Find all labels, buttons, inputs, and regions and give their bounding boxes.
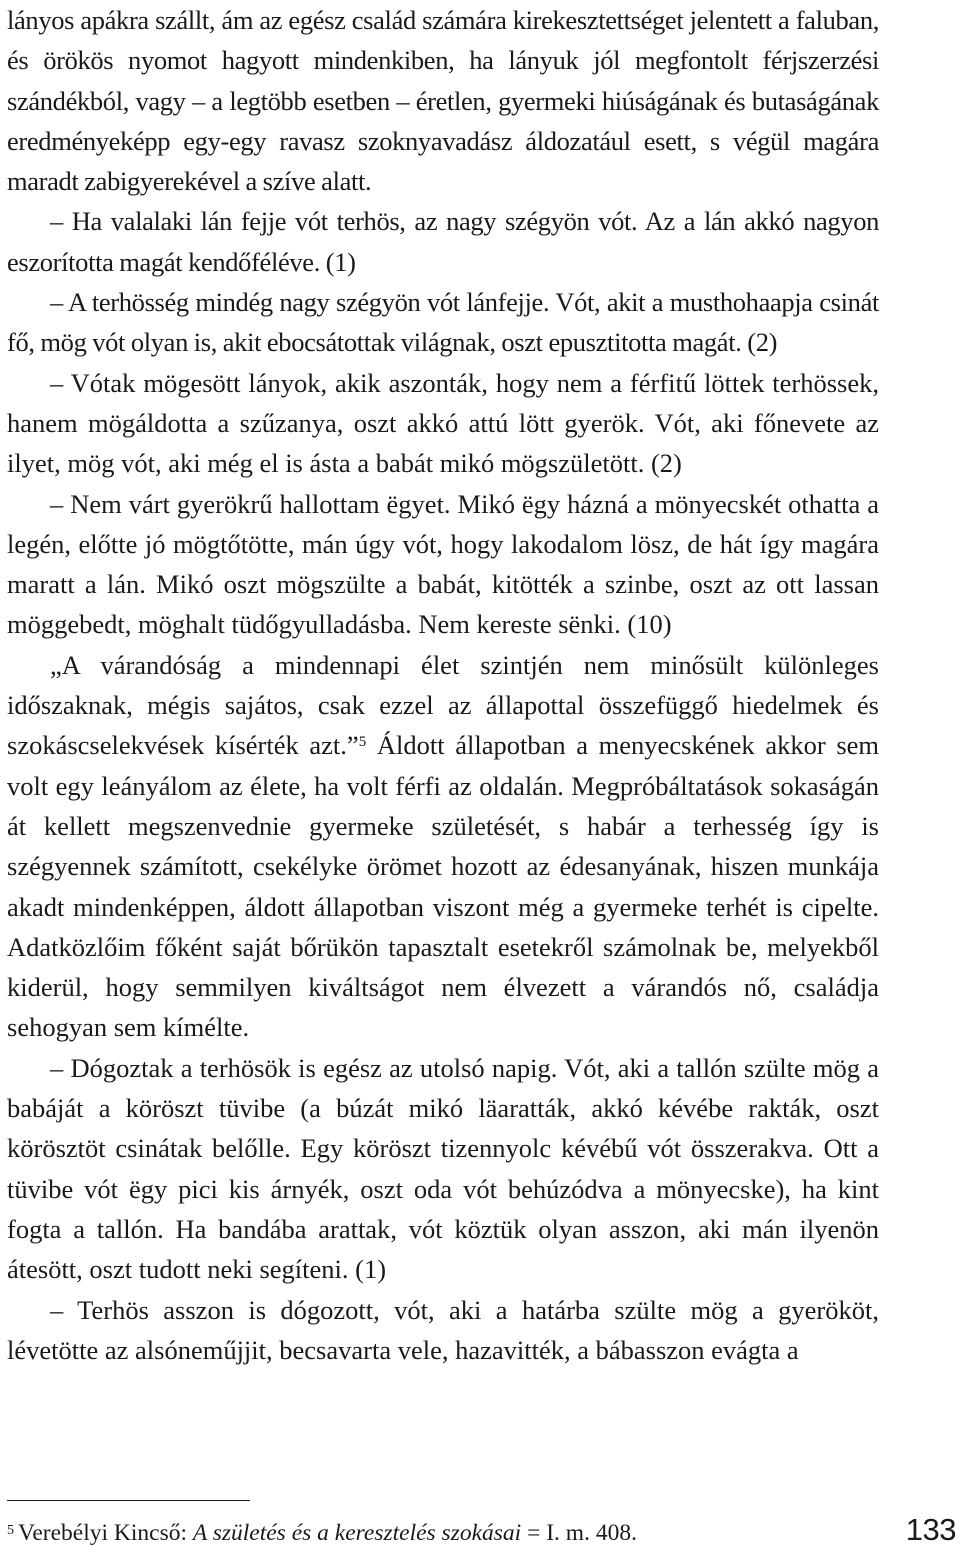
footnote-reference[interactable]: 5 — [358, 734, 367, 751]
paragraph: – Vótak mögesött lányok, akik aszonták, hogy nem a férfitű löttek terhössek, hanem mögáldotta a szűzanya, oszt akkó attú lött gyerök. Vót, aki főnevete az ilyet, mög vót, aki még el is ásta a babát mikó mögszületött. (2) — [7, 367, 879, 479]
paragraph: – Terhös asszon is dógozott, vót, aki a határba szülte mög a gyerököt, lévetötte az alsóneműjjit, becsavarta vele, hazavitték, a bábasszon evágta a — [7, 1294, 879, 1365]
quoted-text: „A várandóság a mindennapi élet szintjén nem minősült különleges időszaknak, mégis sajátos, csak ezzel az állapottal összefüggő hiedelmek és szokáscselekvések kísérték azt.” — [7, 649, 879, 761]
footnote-work-title: A születés és a keresztelés szokásai — [192, 1520, 522, 1546]
footnote-number: 5 — [7, 1523, 14, 1538]
paragraph: lányos apákra szállt, ám az egész család számára kirekesztettséget jelentett a faluban, és örökös nyomot hagyott mindenkiben, ha lányuk jól megfontolt férjszerzési szándékból, vagy – a legtöbb esetben – éretlen, gyermeki hiúságának és butaságának eredményeképp egy-egy ravasz szoknyavadász áldozatául esett, s végül magára maradt zabigyerekével a szíve alatt. — [7, 5, 879, 197]
page-number: 133 — [905, 1512, 956, 1547]
paragraph: – Ha valalaki lán fejje vót terhös, az nagy szégyön vót. Az a lán akkó nagyon eszorította magát kendőféléve. (1) — [7, 206, 879, 277]
footnote-divider — [7, 1500, 250, 1501]
footnote-author: Verebélyi Kincső: — [18, 1520, 193, 1546]
paragraph-with-footnote — [7, 645, 879, 1048]
paragraph: – Dógoztak a terhösök is egész az utolsó napig. Vót, aki a tallón szülte mög a babáját a köröszt tüvibe (a búzát mikó läaratták, akkó kévébe rakták, oszt körösztöt csinátak belőlle. Egy köröszt tizennyolc kévébű vót összerakva. Ott a tüvibe vót ëgy pici kis árnyék, oszt oda vót behúzódva a mönyecske), ha kint fogta a tallón. Ha bandába arattak, vót köztük olyan asszon, aki mán ilyenön átesött, oszt tudott neki segíteni. (1) — [7, 1052, 879, 1285]
paragraph: – Nem várt gyerökrű hallottam ëgyet. Mikó ëgy házná a mönyecskét othatta a legén, előtte jó mögtőtötte, mán úgy vót, hogy lakodalom lösz, de hát így magára maratt a lán. Mikó oszt mögszülte a babát, kitötték a szinbe, oszt az ott lassan möggebedt, möghalt tüdőgyulladásba. Nem kereste sënki. (10) — [7, 488, 879, 640]
paragraph-text: Áldott állapotban a menyecskének akkor sem volt egy leányálom az élete, ha volt férfi az oldalán. Megpróbáltatások sokaságán át kellett megszenvednie gyermeke születését, s habár a terhesség így is szégyennek számított, csekélyke örömet hozott az édesanyának, hiszen munkája akadt mindenképpen, áldott állapotban viszont még a gyermeke terhét is cipelte. Adatközlőim főként saját bőrükön tapasztalt esetekről számolnak be, melyekből kiderül, hogy semmilyen kiváltságot nem élvezett a várandós nő, családja sehogyan sem kímélte. — [7, 730, 880, 1043]
footnote-source: = I. m. 408. — [521, 1520, 637, 1546]
main-text — [7, 0, 879, 1370]
footnote — [7, 1518, 887, 1548]
page-body — [7, 0, 879, 1370]
paragraph: – A terhösség mindég nagy szégyön vót lánfejje. Vót, akit a musthohaapja csinát fő, mög vót olyan is, akit ebocsátottak világnak, oszt epusztitotta magát. (2) — [7, 287, 879, 358]
